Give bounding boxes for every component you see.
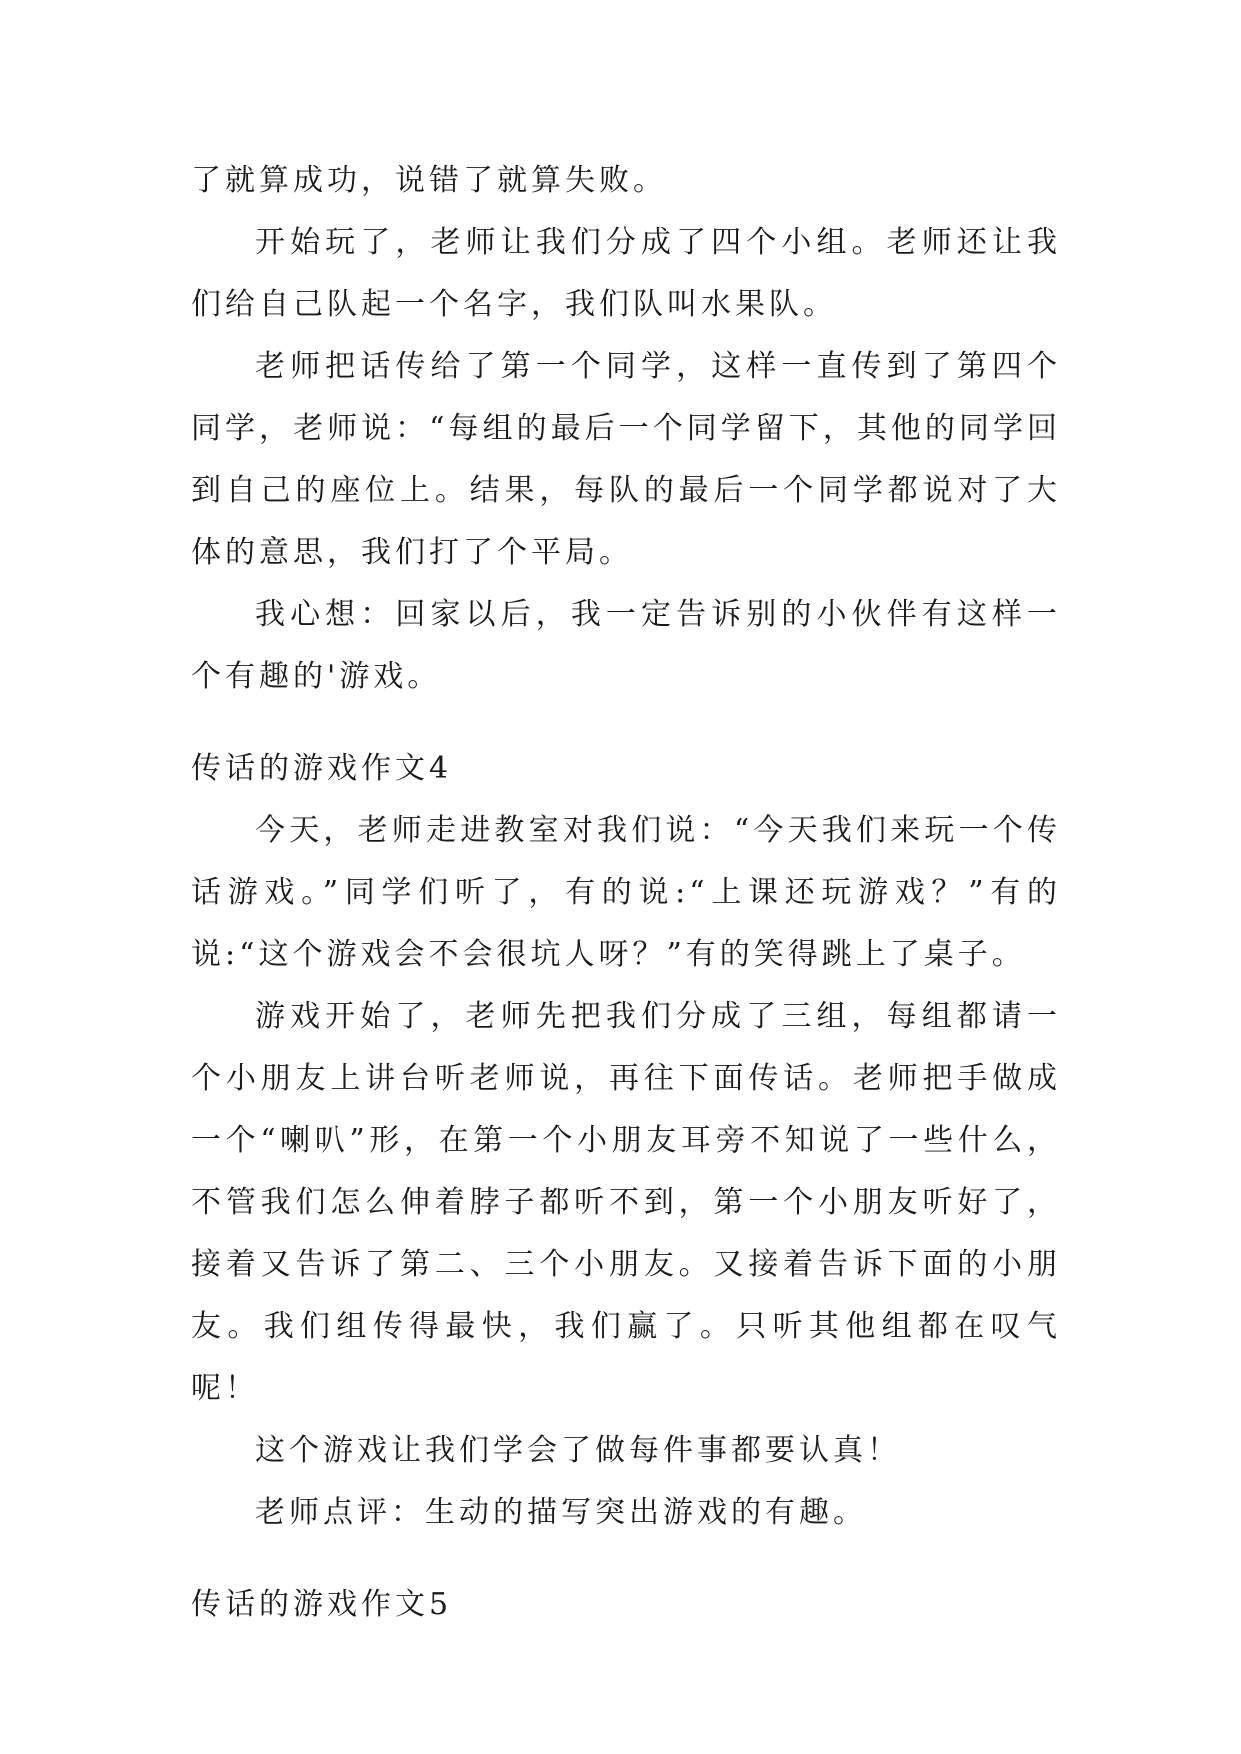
section-title: 传话的游戏作文4 <box>191 751 453 786</box>
paragraph: 今天，老师走进教室对我们说：“今天我们来玩一个传话游戏。”同学们听了，有的说:“上课还玩游戏？”有的说:“这个游戏会不会很坑人呀？”有的笑得跳上了桌子。 <box>191 813 1061 972</box>
section-gap <box>191 708 1061 738</box>
section-gap <box>191 1544 1061 1574</box>
document-page <box>191 150 1061 1636</box>
paragraph: 老师点评：生动的描写突出游戏的有趣。 <box>255 1495 867 1530</box>
section-title: 传话的游戏作文5 <box>191 1587 453 1622</box>
paragraph: 开始玩了，老师让我们分成了四个小组。老师还让我们给自己队起一个名字，我们队叫水果队。 <box>191 225 1061 322</box>
paragraph: 老师把话传给了第一个同学，这样一直传到了第四个同学，老师说：“每组的最后一个同学留下，其他的同学回到自己的座位上。结果，每队的最后一个同学都说对了大体的意思，我们打了个平局。 <box>191 349 1061 570</box>
paragraph: 游戏开始了，老师先把我们分成了三组，每组都请一个小朋友上讲台听老师说，再往下面传话。老师把手做成一个“喇叭”形，在第一个小朋友耳旁不知说了一些什么，不管我们怎么伸着脖子都听不到，第一个小朋友听好了，接着又告诉了第二、三个小朋友。又接着告诉下面的小朋友。我们组传得最快，我们赢了。只听其他组都在叹气呢！ <box>191 999 1061 1406</box>
paragraph-continuation: 了就算成功，说错了就算失败。 <box>191 163 667 198</box>
paragraph: 我心想：回家以后，我一定告诉别的小伙伴有这样一个有趣的'游戏。 <box>191 597 1061 694</box>
paragraph: 这个游戏让我们学会了做每件事都要认真！ <box>255 1433 901 1468</box>
